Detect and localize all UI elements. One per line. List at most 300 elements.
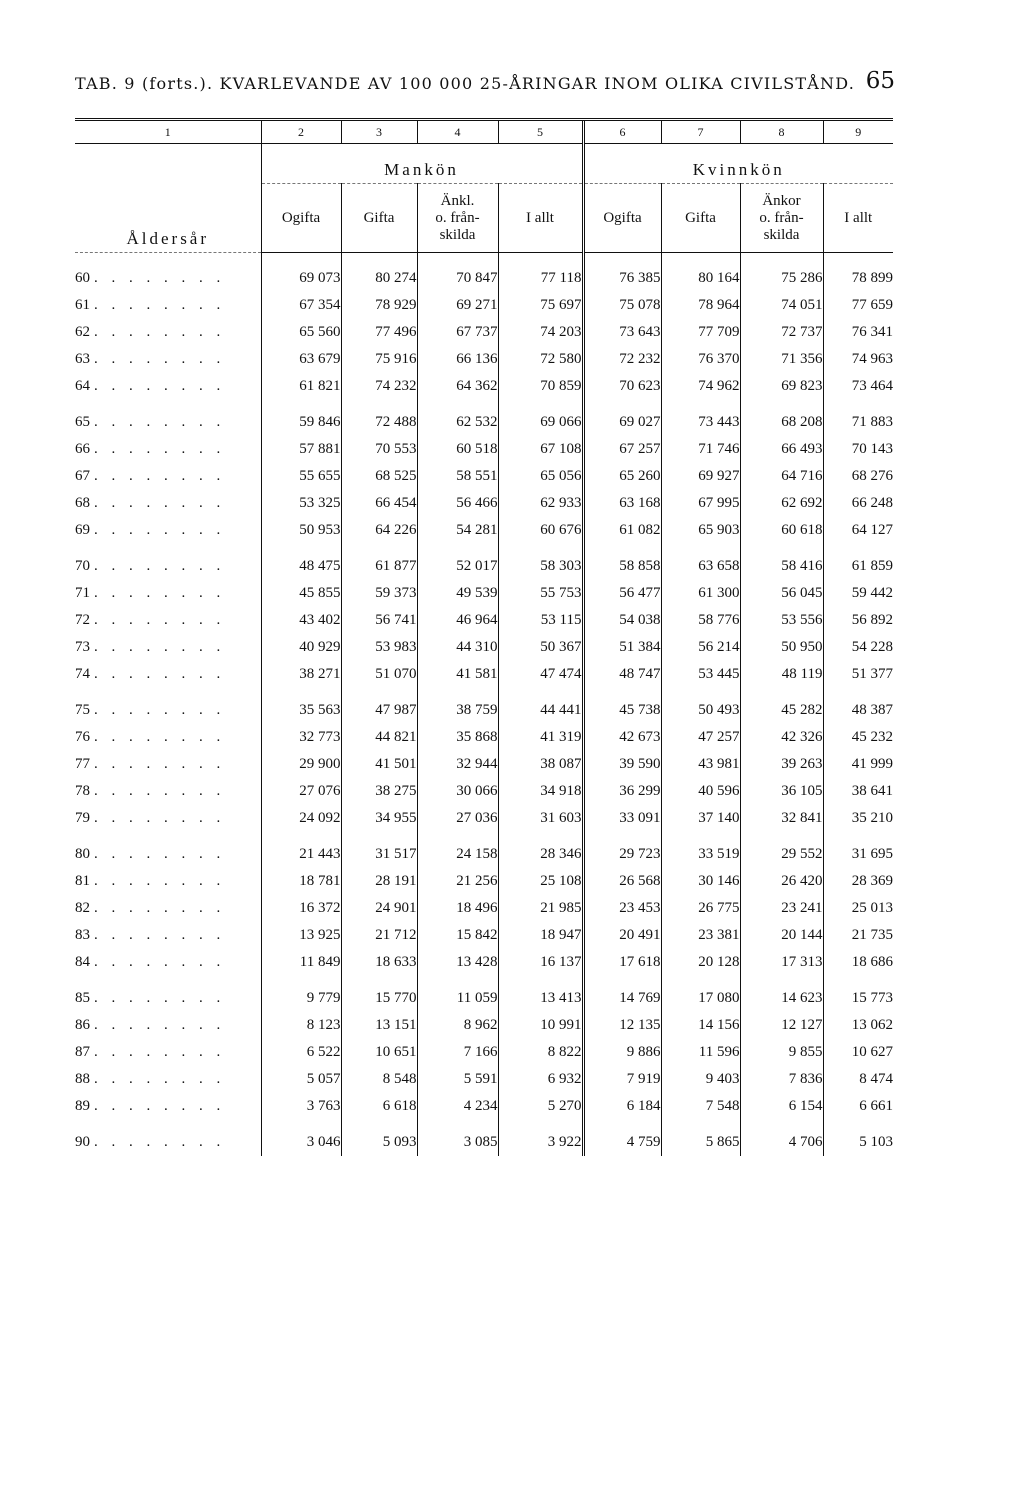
value-cell: 48 475	[261, 544, 341, 580]
total-cell: 18 947	[498, 922, 583, 949]
table-row	[75, 1066, 893, 1093]
value-cell: 65 903	[661, 517, 740, 544]
value-cell: 20 144	[740, 922, 823, 949]
value-cell: 11 596	[661, 1039, 740, 1066]
total-cell: 35 210	[823, 805, 893, 832]
total-cell: 67 108	[498, 436, 583, 463]
value-cell: 29 552	[740, 832, 823, 868]
value-cell: 18 781	[261, 868, 341, 895]
value-cell: 20 128	[661, 949, 740, 976]
value-cell: 4 706	[740, 1120, 823, 1156]
value-cell: 23 453	[583, 895, 661, 922]
value-cell: 30 066	[417, 778, 498, 805]
table-row	[75, 436, 893, 463]
age-value: 74	[75, 666, 90, 682]
dot-leader: . . . . . . . .	[94, 585, 226, 601]
value-cell: 9 403	[661, 1066, 740, 1093]
table-row	[75, 895, 893, 922]
age-cell	[75, 688, 261, 724]
value-cell: 71 746	[661, 436, 740, 463]
total-cell: 74 963	[823, 346, 893, 373]
age-value: 65	[75, 414, 90, 430]
value-cell: 64 716	[740, 463, 823, 490]
age-cell	[75, 544, 261, 580]
age-value: 90	[75, 1134, 90, 1150]
dot-leader: . . . . . . . .	[94, 783, 226, 799]
age-value: 78	[75, 783, 90, 799]
age-cell	[75, 517, 261, 544]
value-cell: 58 858	[583, 544, 661, 580]
value-cell: 32 944	[417, 751, 498, 778]
page-header	[75, 68, 895, 98]
total-cell: 78 899	[823, 253, 893, 293]
table-row	[75, 1039, 893, 1066]
dot-leader: . . . . . . . .	[94, 954, 226, 970]
value-cell: 42 326	[740, 724, 823, 751]
value-cell: 70 553	[341, 436, 417, 463]
total-cell: 68 276	[823, 463, 893, 490]
value-cell: 69 927	[661, 463, 740, 490]
value-cell: 74 232	[341, 373, 417, 400]
age-value: 83	[75, 927, 90, 943]
value-cell: 53 983	[341, 634, 417, 661]
age-cell	[75, 778, 261, 805]
value-cell: 9 855	[740, 1039, 823, 1066]
value-cell: 56 741	[341, 607, 417, 634]
age-cell	[75, 805, 261, 832]
age-cell	[75, 346, 261, 373]
value-cell: 47 987	[341, 688, 417, 724]
value-cell: 6 522	[261, 1039, 341, 1066]
value-cell: 3 046	[261, 1120, 341, 1156]
value-cell: 71 356	[740, 346, 823, 373]
total-cell: 13 062	[823, 1012, 893, 1039]
value-cell: 41 581	[417, 661, 498, 688]
value-cell: 7 166	[417, 1039, 498, 1066]
value-cell: 34 955	[341, 805, 417, 832]
value-cell: 14 769	[583, 976, 661, 1012]
dot-leader: . . . . . . . .	[94, 1098, 226, 1114]
age-value: 68	[75, 495, 90, 511]
value-cell: 13 151	[341, 1012, 417, 1039]
total-cell: 48 387	[823, 688, 893, 724]
value-cell: 35 868	[417, 724, 498, 751]
value-cell: 61 821	[261, 373, 341, 400]
age-value: 70	[75, 558, 90, 574]
value-cell: 48 119	[740, 661, 823, 688]
total-cell: 44 441	[498, 688, 583, 724]
value-cell: 60 618	[740, 517, 823, 544]
value-cell: 43 981	[661, 751, 740, 778]
value-cell: 8 123	[261, 1012, 341, 1039]
age-cell	[75, 1093, 261, 1120]
dot-leader: . . . . . . . .	[94, 729, 226, 745]
table-row	[75, 805, 893, 832]
age-value: 87	[75, 1044, 90, 1060]
total-cell: 59 442	[823, 580, 893, 607]
dot-leader: . . . . . . . .	[94, 666, 226, 682]
value-cell: 61 082	[583, 517, 661, 544]
value-cell: 53 325	[261, 490, 341, 517]
total-cell: 6 932	[498, 1066, 583, 1093]
age-cell	[75, 463, 261, 490]
value-cell: 27 076	[261, 778, 341, 805]
value-cell: 70 623	[583, 373, 661, 400]
total-cell: 28 346	[498, 832, 583, 868]
total-cell: 8 474	[823, 1066, 893, 1093]
value-cell: 9 779	[261, 976, 341, 1012]
dot-leader: . . . . . . . .	[94, 810, 226, 826]
value-cell: 6 618	[341, 1093, 417, 1120]
age-value: 60	[75, 270, 90, 286]
value-cell: 45 855	[261, 580, 341, 607]
value-cell: 38 275	[341, 778, 417, 805]
dot-leader: . . . . . . . .	[94, 846, 226, 862]
group-header-row	[75, 144, 893, 184]
value-cell: 61 300	[661, 580, 740, 607]
value-cell: 23 241	[740, 895, 823, 922]
dot-leader: . . . . . . . .	[94, 702, 226, 718]
value-cell: 7 836	[740, 1066, 823, 1093]
age-value: 80	[75, 846, 90, 862]
value-cell: 50 953	[261, 517, 341, 544]
age-value: 67	[75, 468, 90, 484]
dot-leader: . . . . . . . .	[94, 1044, 226, 1060]
age-value: 82	[75, 900, 90, 916]
value-cell: 77 496	[341, 319, 417, 346]
value-cell: 15 770	[341, 976, 417, 1012]
age-cell	[75, 724, 261, 751]
value-cell: 10 651	[341, 1039, 417, 1066]
total-cell: 70 859	[498, 373, 583, 400]
column-number: 9	[823, 120, 893, 144]
age-cell	[75, 436, 261, 463]
table-row	[75, 400, 893, 436]
total-cell: 25 013	[823, 895, 893, 922]
table-row	[75, 319, 893, 346]
value-cell: 53 556	[740, 607, 823, 634]
total-cell: 76 341	[823, 319, 893, 346]
dot-leader: . . . . . . . .	[94, 495, 226, 511]
age-cell	[75, 922, 261, 949]
group-header-mankon: Mankön	[261, 144, 583, 184]
value-cell: 52 017	[417, 544, 498, 580]
column-number: 4	[417, 120, 498, 144]
age-value: 63	[75, 351, 90, 367]
table-row	[75, 832, 893, 868]
value-cell: 67 354	[261, 292, 341, 319]
value-cell: 17 313	[740, 949, 823, 976]
value-cell: 72 488	[341, 400, 417, 436]
value-cell: 39 263	[740, 751, 823, 778]
value-cell: 67 257	[583, 436, 661, 463]
value-cell: 56 045	[740, 580, 823, 607]
total-cell: 55 753	[498, 580, 583, 607]
value-cell: 63 658	[661, 544, 740, 580]
value-cell: 55 655	[261, 463, 341, 490]
total-cell: 18 686	[823, 949, 893, 976]
column-number: 1	[75, 120, 261, 144]
total-cell: 41 999	[823, 751, 893, 778]
subheader-i-allt: I allt	[498, 184, 583, 253]
value-cell: 44 821	[341, 724, 417, 751]
age-value: 85	[75, 990, 90, 1006]
total-cell: 25 108	[498, 868, 583, 895]
value-cell: 64 362	[417, 373, 498, 400]
value-cell: 42 673	[583, 724, 661, 751]
value-cell: 76 370	[661, 346, 740, 373]
value-cell: 17 080	[661, 976, 740, 1012]
dot-leader: . . . . . . . .	[94, 990, 226, 1006]
age-cell	[75, 634, 261, 661]
value-cell: 5 591	[417, 1066, 498, 1093]
dot-leader: . . . . . . . .	[94, 927, 226, 943]
total-cell: 3 922	[498, 1120, 583, 1156]
value-cell: 69 027	[583, 400, 661, 436]
age-cell	[75, 400, 261, 436]
row-header-aldersar: Åldersår	[75, 144, 261, 253]
value-cell: 78 929	[341, 292, 417, 319]
total-cell: 21 985	[498, 895, 583, 922]
table-row	[75, 1093, 893, 1120]
value-cell: 3 763	[261, 1093, 341, 1120]
value-cell: 51 070	[341, 661, 417, 688]
column-number: 7	[661, 120, 740, 144]
table-row	[75, 661, 893, 688]
value-cell: 45 738	[583, 688, 661, 724]
value-cell: 69 823	[740, 373, 823, 400]
total-cell: 56 892	[823, 607, 893, 634]
age-cell	[75, 751, 261, 778]
total-cell: 61 859	[823, 544, 893, 580]
total-cell: 31 695	[823, 832, 893, 868]
value-cell: 36 105	[740, 778, 823, 805]
total-cell: 15 773	[823, 976, 893, 1012]
column-number: 3	[341, 120, 417, 144]
total-cell: 60 676	[498, 517, 583, 544]
page-number: 65	[865, 68, 895, 94]
value-cell: 54 281	[417, 517, 498, 544]
value-cell: 8 962	[417, 1012, 498, 1039]
age-cell	[75, 1120, 261, 1156]
age-cell	[75, 868, 261, 895]
subheader-gifta: Gifta	[661, 184, 740, 253]
age-value: 61	[75, 297, 90, 313]
value-cell: 50 493	[661, 688, 740, 724]
value-cell: 17 618	[583, 949, 661, 976]
table-row	[75, 253, 893, 293]
table-row	[75, 868, 893, 895]
value-cell: 58 776	[661, 607, 740, 634]
value-cell: 58 416	[740, 544, 823, 580]
dot-leader: . . . . . . . .	[94, 270, 226, 286]
value-cell: 49 539	[417, 580, 498, 607]
age-value: 77	[75, 756, 90, 772]
value-cell: 38 271	[261, 661, 341, 688]
value-cell: 29 900	[261, 751, 341, 778]
value-cell: 76 385	[583, 253, 661, 293]
dot-leader: . . . . . . . .	[94, 900, 226, 916]
value-cell: 69 073	[261, 253, 341, 293]
table-row	[75, 292, 893, 319]
age-cell	[75, 895, 261, 922]
value-cell: 18 633	[341, 949, 417, 976]
value-cell: 64 226	[341, 517, 417, 544]
value-cell: 80 274	[341, 253, 417, 293]
age-cell	[75, 319, 261, 346]
age-cell	[75, 1012, 261, 1039]
total-cell: 65 056	[498, 463, 583, 490]
dot-leader: . . . . . . . .	[94, 441, 226, 457]
value-cell: 45 282	[740, 688, 823, 724]
value-cell: 20 491	[583, 922, 661, 949]
table-row	[75, 373, 893, 400]
value-cell: 14 623	[740, 976, 823, 1012]
table-row	[75, 751, 893, 778]
total-cell: 58 303	[498, 544, 583, 580]
value-cell: 51 384	[583, 634, 661, 661]
value-cell: 15 842	[417, 922, 498, 949]
age-cell	[75, 949, 261, 976]
survivors-table	[75, 118, 893, 1156]
value-cell: 74 962	[661, 373, 740, 400]
value-cell: 67 737	[417, 319, 498, 346]
total-cell: 10 627	[823, 1039, 893, 1066]
value-cell: 75 916	[341, 346, 417, 373]
age-value: 84	[75, 954, 90, 970]
group-header-kvinnkon: Kvinnkön	[583, 144, 893, 184]
age-value: 71	[75, 585, 90, 601]
dot-leader: . . . . . . . .	[94, 873, 226, 889]
value-cell: 21 256	[417, 868, 498, 895]
table-row	[75, 1120, 893, 1156]
value-cell: 63 168	[583, 490, 661, 517]
age-cell	[75, 976, 261, 1012]
dot-leader: . . . . . . . .	[94, 522, 226, 538]
total-cell: 28 369	[823, 868, 893, 895]
value-cell: 66 493	[740, 436, 823, 463]
value-cell: 70 847	[417, 253, 498, 293]
age-value: 75	[75, 702, 90, 718]
total-cell: 50 367	[498, 634, 583, 661]
value-cell: 5 057	[261, 1066, 341, 1093]
age-value: 69	[75, 522, 90, 538]
total-cell: 77 118	[498, 253, 583, 293]
value-cell: 78 964	[661, 292, 740, 319]
value-cell: 26 568	[583, 868, 661, 895]
value-cell: 11 059	[417, 976, 498, 1012]
value-cell: 4 759	[583, 1120, 661, 1156]
value-cell: 30 146	[661, 868, 740, 895]
age-value: 86	[75, 1017, 90, 1033]
value-cell: 56 214	[661, 634, 740, 661]
value-cell: 59 846	[261, 400, 341, 436]
total-cell: 41 319	[498, 724, 583, 751]
value-cell: 66 454	[341, 490, 417, 517]
subheader-ankl: Änkl. o. från- skilda	[417, 184, 498, 253]
total-cell: 72 580	[498, 346, 583, 373]
value-cell: 66 136	[417, 346, 498, 373]
value-cell: 23 381	[661, 922, 740, 949]
table-row	[75, 1012, 893, 1039]
value-cell: 18 496	[417, 895, 498, 922]
value-cell: 48 747	[583, 661, 661, 688]
dot-leader: . . . . . . . .	[94, 297, 226, 313]
total-cell: 13 413	[498, 976, 583, 1012]
total-cell: 62 933	[498, 490, 583, 517]
value-cell: 13 428	[417, 949, 498, 976]
value-cell: 14 156	[661, 1012, 740, 1039]
age-cell	[75, 607, 261, 634]
subheader-gifta: Gifta	[341, 184, 417, 253]
value-cell: 36 299	[583, 778, 661, 805]
value-cell: 63 679	[261, 346, 341, 373]
value-cell: 46 964	[417, 607, 498, 634]
value-cell: 32 841	[740, 805, 823, 832]
dot-leader: . . . . . . . .	[94, 1071, 226, 1087]
value-cell: 40 596	[661, 778, 740, 805]
subheader-ogifta: Ogifta	[261, 184, 341, 253]
value-cell: 26 775	[661, 895, 740, 922]
value-cell: 24 901	[341, 895, 417, 922]
value-cell: 60 518	[417, 436, 498, 463]
age-cell	[75, 661, 261, 688]
value-cell: 53 445	[661, 661, 740, 688]
dot-leader: . . . . . . . .	[94, 1017, 226, 1033]
value-cell: 65 260	[583, 463, 661, 490]
value-cell: 37 140	[661, 805, 740, 832]
value-cell: 43 402	[261, 607, 341, 634]
value-cell: 24 092	[261, 805, 341, 832]
age-cell	[75, 832, 261, 868]
total-cell: 66 248	[823, 490, 893, 517]
table-row	[75, 346, 893, 373]
value-cell: 50 950	[740, 634, 823, 661]
value-cell: 77 709	[661, 319, 740, 346]
value-cell: 21 443	[261, 832, 341, 868]
value-cell: 33 519	[661, 832, 740, 868]
age-value: 62	[75, 324, 90, 340]
value-cell: 31 517	[341, 832, 417, 868]
value-cell: 13 925	[261, 922, 341, 949]
total-cell: 53 115	[498, 607, 583, 634]
table-row	[75, 949, 893, 976]
dot-leader: . . . . . . . .	[94, 612, 226, 628]
age-value: 79	[75, 810, 90, 826]
value-cell: 75 286	[740, 253, 823, 293]
subheader-i-allt: I allt	[823, 184, 893, 253]
table-row	[75, 517, 893, 544]
total-cell: 21 735	[823, 922, 893, 949]
total-cell: 75 697	[498, 292, 583, 319]
value-cell: 35 563	[261, 688, 341, 724]
total-cell: 6 661	[823, 1093, 893, 1120]
value-cell: 16 372	[261, 895, 341, 922]
value-cell: 39 590	[583, 751, 661, 778]
value-cell: 72 737	[740, 319, 823, 346]
value-cell: 9 886	[583, 1039, 661, 1066]
table-row	[75, 724, 893, 751]
value-cell: 80 164	[661, 253, 740, 293]
total-cell: 34 918	[498, 778, 583, 805]
total-cell: 74 203	[498, 319, 583, 346]
subheader-ankor: Änkor o. från- skilda	[740, 184, 823, 253]
value-cell: 59 373	[341, 580, 417, 607]
dot-leader: . . . . . . . .	[94, 756, 226, 772]
table-row	[75, 463, 893, 490]
value-cell: 38 759	[417, 688, 498, 724]
total-cell: 51 377	[823, 661, 893, 688]
